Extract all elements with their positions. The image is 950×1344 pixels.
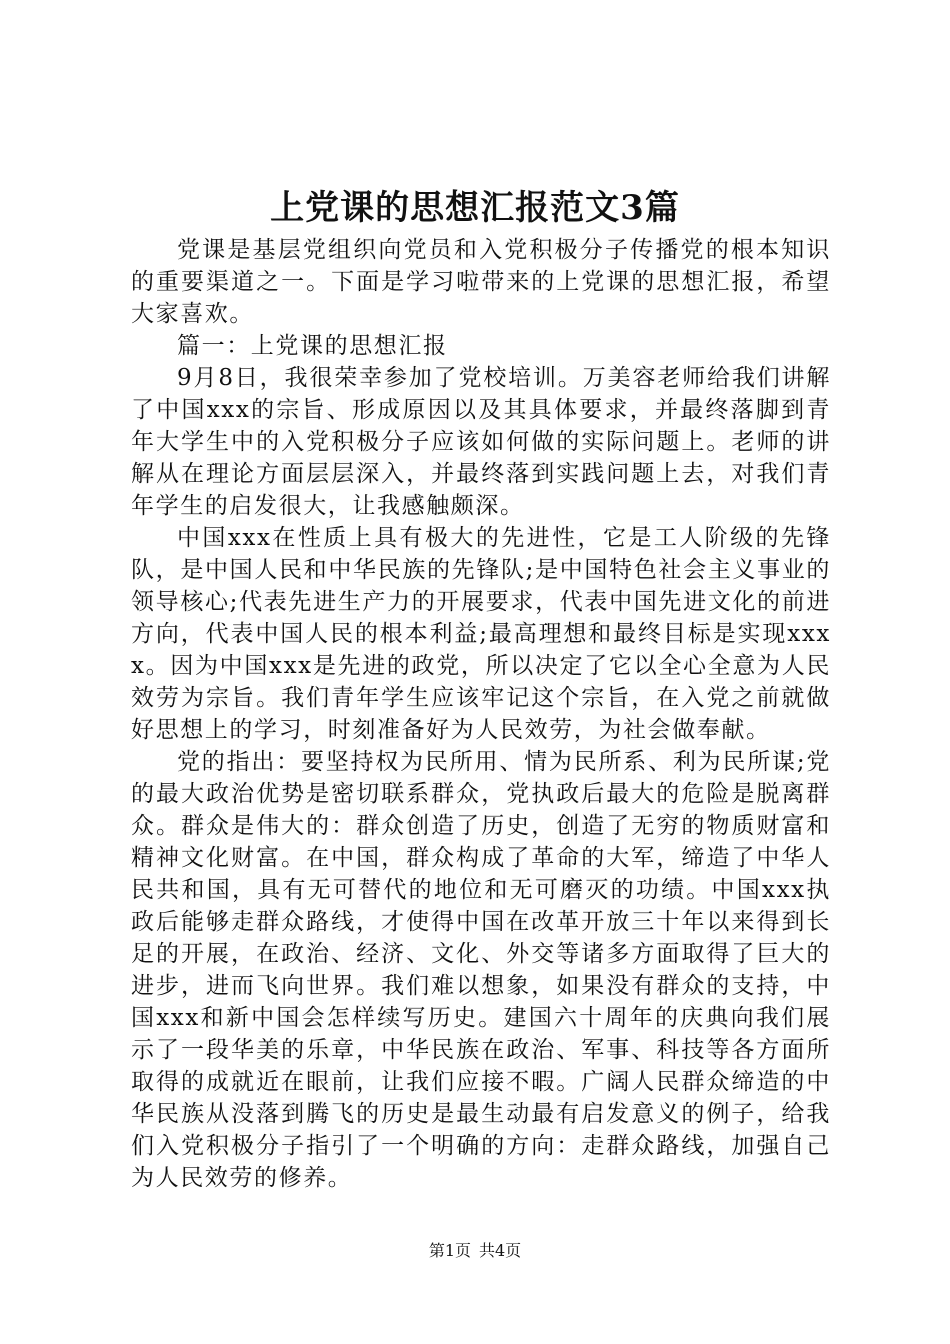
section-heading: 篇一：上党课的思想汇报 (177, 333, 448, 359)
paragraph: 9月8日，我很荣幸参加了党校培训。万美容老师给我们讲解了中国xxx的宗旨、形成原因以及其具体要求，并最终落脚到青年大学生中的入党积极分子应该如何做的实际问题上。老师的讲解从在理论方面层层深入，并最终落到实践问题上去，对我们青年学生的启发很大，让我感触颇深。 (131, 365, 831, 519)
document-body (131, 234, 831, 1194)
paragraph-intro: 党课是基层党组织向党员和入党积极分子传播党的根本知识的重要渠道之一。下面是学习啦带来的上党课的思想汇报，希望大家喜欢。 (131, 237, 831, 327)
document-title: 上党课的思想汇报范文3篇 (270, 188, 680, 228)
page-footer (0, 1240, 950, 1262)
paragraph: 中国xxx在性质上具有极大的先进性，它是工人阶级的先锋队，是中国人民和中华民族的先锋队;是中国特色社会主义事业的领导核心;代表先进生产力的开展要求，代表中国先进文化的前进方向，代表中国人民的根本利益;最高理想和最终目标是实现xxxx。因为中国xxx是先进的政党，所以决定了它以全心全意为人民效劳为宗旨。我们青年学生应该牢记这个宗旨，在入党之前就做好思想上的学习，时刻准备好为人民效劳，为社会做奉献。 (131, 525, 831, 743)
page-total: 共4页 (479, 1241, 522, 1260)
paragraph: 党的指出：要坚持权为民所用、情为民所系、利为民所谋;党的最大政治优势是密切联系群众，党执政后最大的危险是脱离群众。群众是伟大的：群众创造了历史，创造了无穷的物质财富和精神文化财富。在中国，群众构成了革命的大军，缔造了中华人民共和国，具有无可替代的地位和无可磨灭的功绩。中国xxx执政后能够走群众路线，才使得中国在改革开放三十年以来得到长足的开展，在政治、经济、文化、外交等诸多方面取得了巨大的进步，进而飞向世界。我们难以想象，如果没有群众的支持，中国xxx和新中国会怎样续写历史。建国六十周年的庆典向我们展示了一段华美的乐章，中华民族在政治、军事、科技等各方面所取得的成就近在眼前，让我们应接不暇。广阔人民群众缔造的中华民族从没落到腾飞的历史是最生动最有启发意义的例子，给我们入党积极分子指引了一个明确的方向：走群众路线，加强自己为人民效劳的修养。 (131, 749, 831, 1191)
page-number: 第1页 (428, 1241, 471, 1260)
